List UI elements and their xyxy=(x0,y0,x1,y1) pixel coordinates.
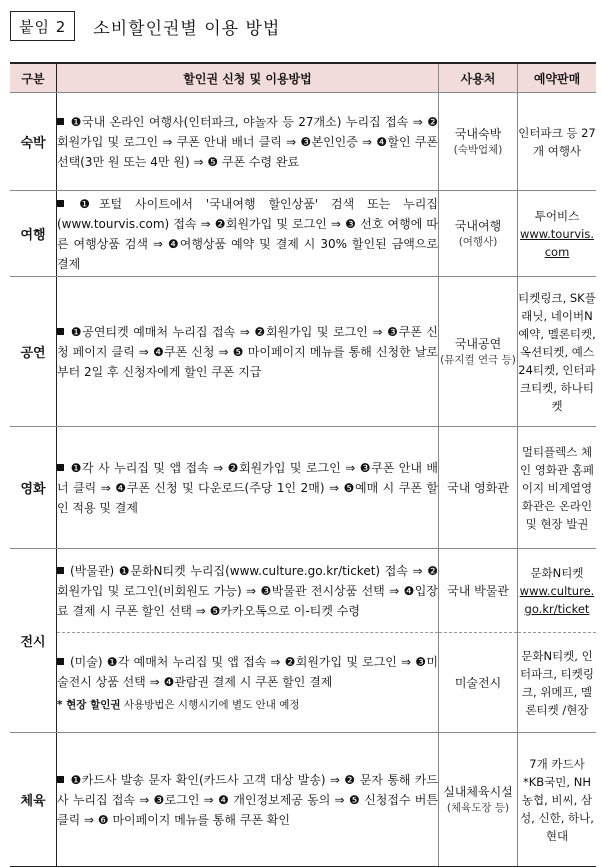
method-text: ❶국내 온라인 여행사(인터파크, 야놀자 등 27개소) 누리집 접속 ⇒ ❷회원가입 및 로그인 ⇒ 쿠폰 안내 배너 클릭 ⇒ ❸본인인증 ⇒ ❹할인 쿠폰 선택(3만 원 또는 4만 원) ⇒ ❺ 쿠폰 수령 완료 xyxy=(57,114,438,169)
square-bullet-icon xyxy=(57,567,64,574)
row-place xyxy=(439,277,518,427)
row-category: 영화 xyxy=(10,427,57,549)
row-reservation xyxy=(518,633,597,733)
table-row xyxy=(10,277,596,427)
document-title: 소비할인권별 이용 방법 xyxy=(93,18,281,39)
reservation-text: 7개 카드사 xyxy=(529,756,585,771)
reservation-text: 문화N티켓 xyxy=(530,565,584,580)
reservation-text: 문화N티켓, 인터파크, 티켓링크, 위메프, 멜론티켓 /현장 xyxy=(520,648,594,717)
row-place xyxy=(439,549,518,633)
header-category: 구분 xyxy=(10,63,57,93)
table-row xyxy=(10,733,596,867)
header-method: 할인권 신청 및 이용방법 xyxy=(57,63,439,93)
place-text: 실내체육시설 xyxy=(443,785,513,799)
row-method xyxy=(57,427,439,549)
row-method xyxy=(57,93,439,191)
row-category: 공연 xyxy=(10,277,57,427)
table-row xyxy=(10,633,596,733)
method-text: ❶포털 사이트에서 '국내여행 할인상품' 검색 또는 누리집(www.tourvis.com) 접속 ⇒ ❷회원가입 및 로그인 ⇒ ❸ 선호 여행에 따른 여행상품 검색 ⇒ ❹여행상품 예약 및 결제 시 30% 할인된 금액으로 결제 xyxy=(57,196,438,271)
row-reservation xyxy=(518,93,597,191)
row-method xyxy=(57,733,439,867)
row-reservation xyxy=(518,549,597,633)
square-bullet-icon xyxy=(57,776,64,783)
header-reservation: 예약판매 xyxy=(518,63,597,93)
reservation-detail: *KB국민, NH농협, 비씨, 삼성, 신한, 하나, 현대 xyxy=(520,774,594,843)
attachment-tag: 붙임 2 xyxy=(10,11,75,41)
place-text: 국내여행 xyxy=(454,219,502,233)
row-method xyxy=(57,277,439,427)
reservation-text: 티켓링크, SK플래닛, 네이버N예약, 멜론티켓, 옥션티켓, 예스24티켓, 인터파크티켓, 하나티켓 xyxy=(518,290,596,413)
reservation-text: 투어비스 xyxy=(534,208,580,223)
row-category: 전시 xyxy=(10,549,57,733)
reservation-text: 인터파크 등 27개 여행사 xyxy=(518,125,596,158)
row-category: 체육 xyxy=(10,733,57,867)
place-sub: (체육도장 등) xyxy=(446,802,510,814)
row-place xyxy=(439,93,518,191)
reservation-text: 멀티플렉스 체인 영화관 홈페이지 비계열영화관은 온라인 및 현장 발권 xyxy=(520,444,594,531)
row-method xyxy=(57,191,439,277)
row-place xyxy=(439,191,518,277)
table-row xyxy=(10,427,596,549)
row-method xyxy=(57,633,439,733)
method-text: ❶카드사 발송 문자 확인(카드사 고객 대상 발송) ⇒ ❷ 문자 통해 카드사 누리집 접속 ⇒ ❸로그인 ⇒ ❹ 개인정보제공 동의 ⇒ ❺ 신청접수 버튼 클릭 ⇒ ❻ 마이페이지 메뉴를 통해 쿠폰 확인 xyxy=(57,772,438,827)
method-text: (미술) ❶각 예매처 누리집 및 앱 접속 ⇒ ❷회원가입 및 로그인 ⇒ ❸미술전시 상품 선택 ⇒ ❹관람권 결제 시 쿠폰 할인 결제 xyxy=(57,655,438,689)
row-reservation xyxy=(518,277,597,427)
row-category: 여행 xyxy=(10,191,57,277)
place-text: 국내공연 xyxy=(454,337,502,351)
row-reservation xyxy=(518,427,597,549)
note-rest: 사용방법은 시행시기에 별도 안내 예정 xyxy=(120,699,300,711)
row-place xyxy=(439,733,518,867)
place-text: 국내숙박 xyxy=(454,127,502,141)
table-row xyxy=(10,549,596,633)
table-row xyxy=(10,93,596,191)
square-bullet-icon xyxy=(57,658,64,665)
row-category: 숙박 xyxy=(10,93,57,191)
square-bullet-icon xyxy=(57,200,64,207)
place-text: 국내 영화관 xyxy=(447,480,509,495)
square-bullet-icon xyxy=(57,328,64,335)
header-place: 사용처 xyxy=(439,63,518,93)
place-sub: (숙박업체) xyxy=(453,144,503,156)
row-reservation xyxy=(518,191,597,277)
title-bar xyxy=(10,10,280,42)
table-row xyxy=(10,191,596,277)
row-place xyxy=(439,633,518,733)
row-place xyxy=(439,427,518,549)
place-text: 미술전시 xyxy=(454,675,502,690)
row-method xyxy=(57,549,439,633)
square-bullet-icon xyxy=(57,464,64,471)
note-bold: * 현장 할인권 xyxy=(57,699,121,711)
usage-table xyxy=(10,62,596,867)
reservation-link[interactable]: www.tourvis.com xyxy=(519,226,595,259)
table-header-row xyxy=(10,63,596,93)
onsite-note xyxy=(57,698,438,713)
method-text: ❶공연티켓 예매처 누리집 접속 ⇒ ❷회원가입 및 로그인 ⇒ ❸쿠폰 신청 페이지 클릭 ⇒ ❹쿠폰 신청 ⇒ ❺ 마이페이지 메뉴를 통해 신청한 날로부터 2일 후 신청자에게 할인 쿠폰 지급 xyxy=(57,324,438,379)
method-text: ❶각 사 누리집 및 앱 접속 ⇒ ❷회원가입 및 로그인 ⇒ ❸쿠폰 안내 배너 클릭 ⇒ ❹쿠폰 신청 및 다운로드(주당 1인 2매) ⇒ ❺예매 시 쿠폰 할인 적용 및 결제 xyxy=(57,460,438,515)
place-sub: (뮤지컬 연극 등) xyxy=(440,354,516,366)
reservation-link[interactable]: www.culture.go.kr/ticket xyxy=(519,583,595,616)
place-text: 국내 박물관 xyxy=(447,583,509,598)
square-bullet-icon xyxy=(57,118,64,125)
place-sub: (여행사) xyxy=(458,236,498,248)
row-reservation xyxy=(518,733,597,867)
method-text: (박물관) ❶문화N티켓 누리집(www.culture.go.kr/ticket) 접속 ⇒ ❷회원가입 및 로그인(비회원도 가능) ⇒ ❸박물관 전시상품 선택 ⇒ ❹입장료 결제 시 쿠폰 할인 선택 ⇒ ❺카카오톡으로 이-티켓 수령 xyxy=(57,563,438,618)
